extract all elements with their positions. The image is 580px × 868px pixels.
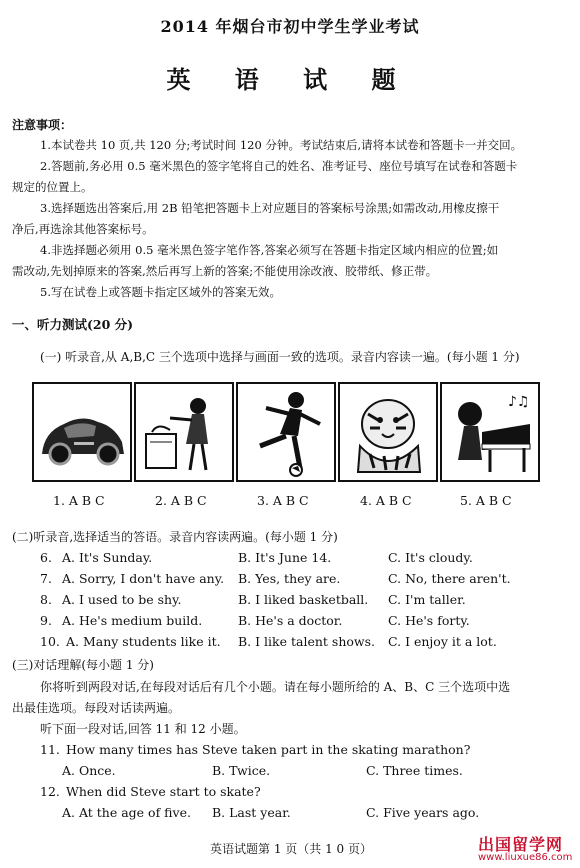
picture-4-label: 4. A B C [360, 493, 412, 508]
option-b: B. Twice. [212, 763, 271, 778]
part3-instructions: 出最佳选项。每段对话读两遍。 [12, 701, 181, 715]
notice-line: 3.选择题选出答案后,用 2B 铅笔把答题卡上对应题目的答案标号涂黑;如需改动,用橡皮擦干 [40, 201, 500, 215]
picture-5-label: 5. A B C [460, 493, 512, 508]
picture-5 [440, 382, 540, 482]
picture-2 [134, 382, 234, 482]
picture-2-label: 2. A B C [155, 493, 207, 508]
option-c: C. I'm taller. [388, 592, 466, 607]
option-a: A. At the age of five. [62, 805, 191, 820]
option-c: C. He's forty. [388, 613, 470, 628]
option-a: A. Once. [62, 763, 116, 778]
option-a: A. Sorry, I don't have any. [62, 571, 225, 586]
question-number: 10. [40, 634, 60, 649]
section-heading: 一、听力测试(20 分) [12, 317, 134, 332]
option-c: C. No, there aren't. [388, 571, 511, 586]
option-b: B. It's June 14. [238, 550, 332, 565]
option-a: A. Many students like it. [66, 634, 221, 649]
notice-line: 净后,再选涂其他答案标号。 [12, 222, 154, 236]
option-c: C. It's cloudy. [388, 550, 473, 565]
option-b: B. He's a doctor. [238, 613, 343, 628]
notice-heading: 注意事项： [12, 118, 73, 132]
question-number: 8. [40, 592, 52, 607]
picture-4 [338, 382, 438, 482]
watermark-title: 出国留学网 [478, 835, 564, 854]
option-c: C. Five years ago. [366, 805, 480, 820]
notice-line: 4.非选择题必须用 0.5 毫米黑色签字笔作答,答案必须写在答题卡指定区域内相应的位置;如 [40, 243, 499, 257]
notice-line: 需改动,先划掉原来的答案,然后再写上新的答案;不能使用涂改液、胶带纸、修正带。 [12, 264, 438, 278]
picture-3 [236, 382, 336, 482]
option-b: B. Yes, they are. [238, 571, 341, 586]
part2-heading: (二)听录音,选择适当的答语。录音内容读两遍。(每小题 1 分) [12, 530, 338, 544]
question-number: 11. [40, 742, 60, 757]
option-b: B. Last year. [212, 805, 291, 820]
woman-trash-icon [136, 384, 232, 480]
soccer-player-icon [238, 384, 334, 480]
part3-heading: (三)对话理解(每小题 1 分) [12, 658, 154, 672]
page-footer: 英语试题第 1 页（共 1 0 页） [210, 842, 372, 856]
option-a: A. It's Sunday. [62, 550, 153, 565]
question-number: 7. [40, 571, 52, 586]
picture-3-label: 3. A B C [257, 493, 309, 508]
notice-line: 1.本试卷共 10 页,共 120 分;考试时间 120 分钟。考试结束后,请将本试卷和答题卡一并交回。 [40, 138, 523, 152]
option-c: C. I enjoy it a lot. [388, 634, 497, 649]
notice-line: 5.写在试卷上或答题卡指定区域外的答案无效。 [40, 285, 281, 299]
exam-subtitle: 英 语 试 题 [166, 65, 414, 94]
option-a: A. He's medium build. [62, 613, 203, 628]
part3-instructions: 你将听到两段对话,在每段对话后有几个小题。请在每小题所给的 A、B、C 三个选项中选 [40, 680, 511, 694]
dialog-intro: 听下面一段对话,回答 11 和 12 小题。 [40, 722, 246, 736]
option-a: A. I used to be shy. [62, 592, 182, 607]
picture-1 [32, 382, 132, 482]
part1-heading: (一) 听录音,从 A,B,C 三个选项中选择与画面一致的选项。录音内容读一遍。(每小题 1 分) [40, 350, 520, 364]
option-b: B. I like talent shows. [238, 634, 375, 649]
question-text: How many times has Steve taken part in the skating marathon? [66, 742, 471, 757]
question-number: 9. [40, 613, 52, 628]
notice-line: 2.答题前,务必用 0.5 毫米黑色的签字笔将自己的姓名、准考证号、座位号填写在试卷和答题卡 [40, 159, 518, 173]
question-number: 12. [40, 784, 60, 799]
piano-player-icon [442, 384, 538, 480]
exam-title: 2014 年烟台市初中学生学业考试 [160, 17, 420, 36]
question-text: When did Steve start to skate? [66, 784, 261, 799]
tiger-icon [340, 384, 436, 480]
notice-line: 规定的位置上。 [12, 180, 93, 194]
svg-text:♪♫: ♪♫ [508, 394, 530, 410]
watermark-url: www.liuxue86.com [478, 852, 573, 863]
picture-1-label: 1. A B C [53, 493, 105, 508]
car-icon [34, 384, 130, 480]
option-c: C. Three times. [366, 763, 463, 778]
option-b: B. I liked basketball. [238, 592, 369, 607]
question-number: 6. [40, 550, 52, 565]
